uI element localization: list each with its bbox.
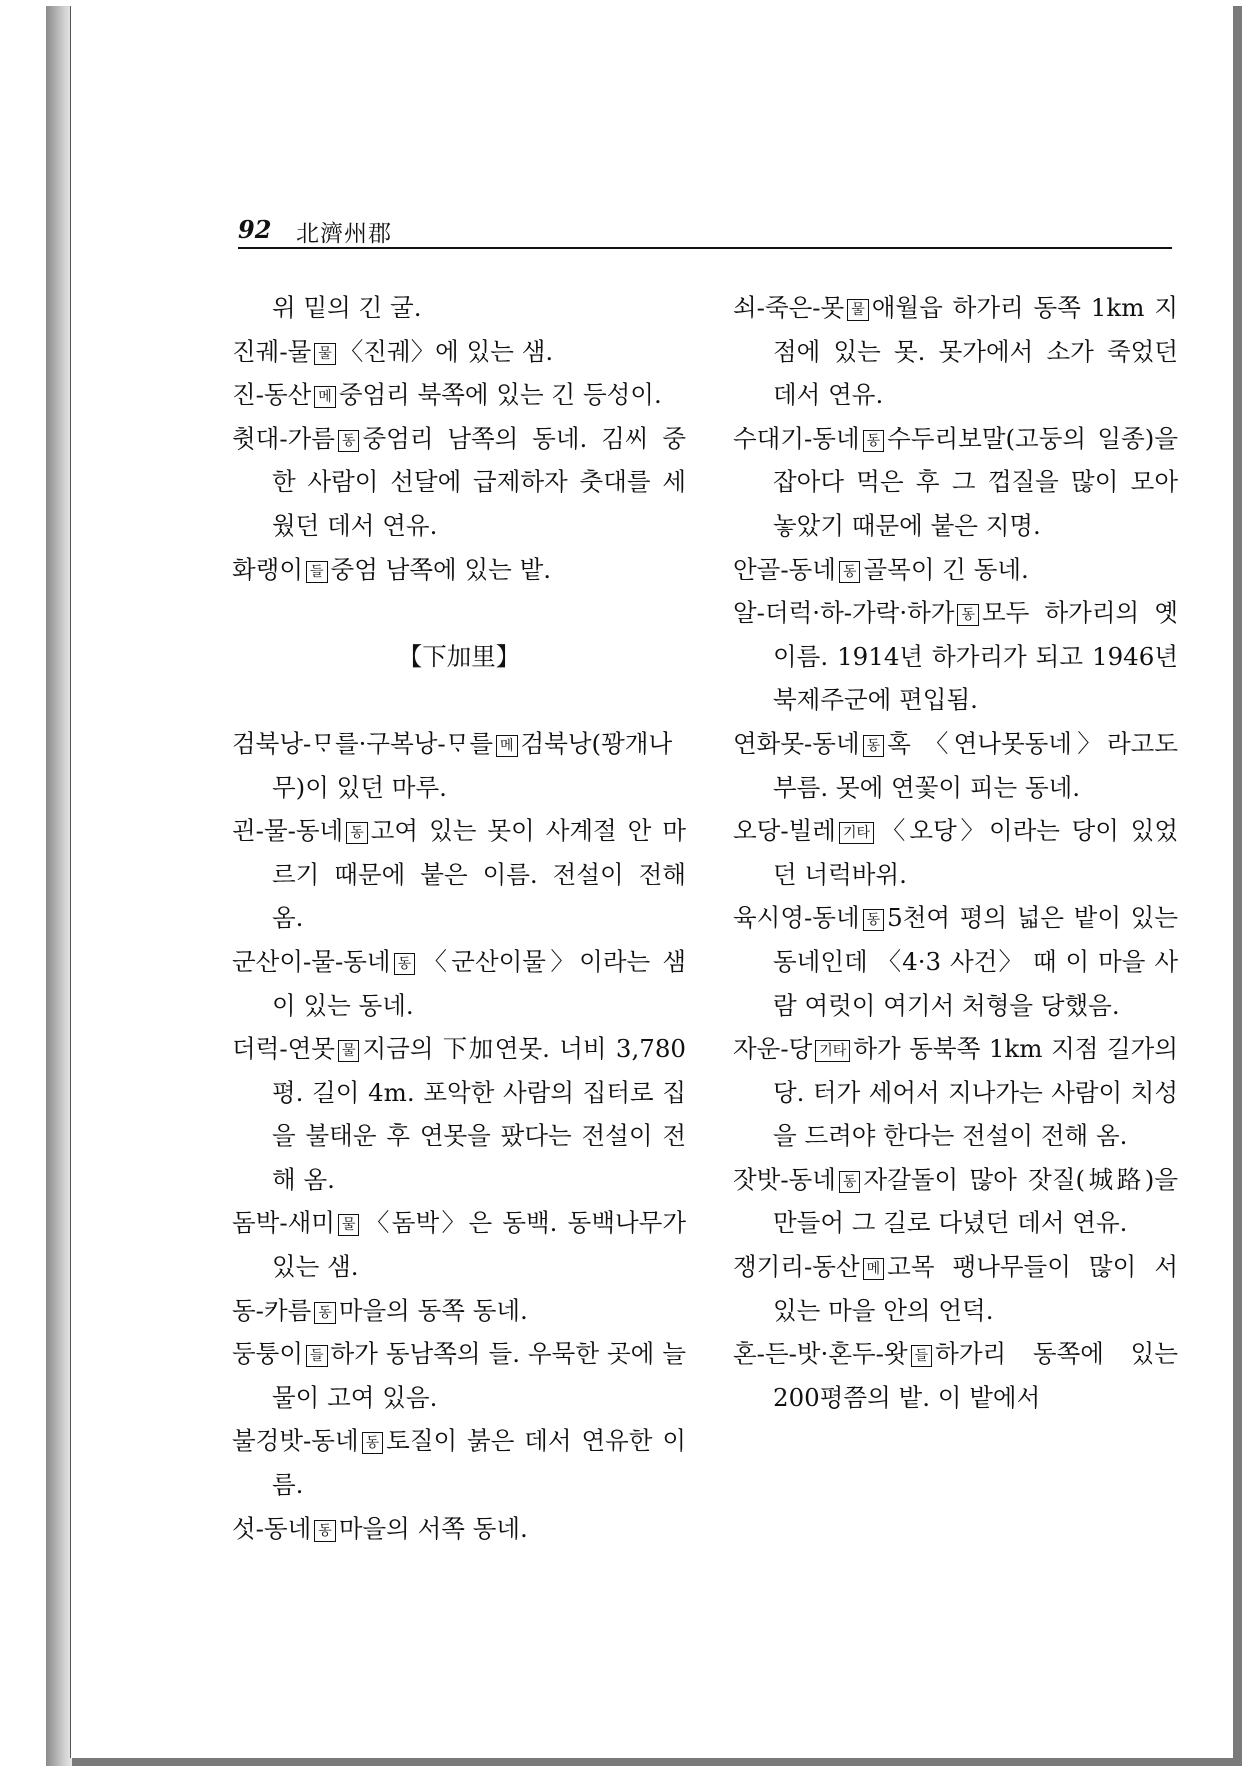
entry-headword: 연화못-동네: [733, 728, 860, 758]
category-badge: 동: [957, 604, 979, 626]
entry-headword: 잣밧-동네: [733, 1164, 836, 1194]
entry-headword: 안골-동네: [733, 554, 836, 584]
entry-text: 골목이 긴 동네.: [863, 554, 1029, 584]
entry-text: 〈오당〉이라는 당이 있었던 너럭바위.: [773, 816, 1178, 889]
entry-text: 하가리 동쪽에 있는 200평쯤의 밭. 이 밭에서: [773, 1339, 1178, 1412]
category-badge: 메: [863, 1258, 885, 1280]
entry: [733, 809, 1178, 896]
category-badge: 동: [839, 1171, 861, 1193]
entry: [733, 1027, 1178, 1158]
category-badge: 기타: [815, 1040, 850, 1062]
category-badge: 동: [839, 561, 861, 583]
entry-text: 중엄리 남쪽의 동네. 김씨 중 한 사람이 선달에 급제하자 춧대를 세웠던 데서 연유.: [272, 423, 686, 540]
entry: [232, 722, 686, 809]
category-badge: 동: [338, 430, 360, 452]
category-badge: 물: [314, 343, 336, 365]
category-badge: 동: [394, 953, 416, 975]
category-badge: 들: [911, 1345, 933, 1367]
entry-headword: 진궤-물: [232, 336, 312, 366]
entry-text: 〈돔박〉은 동백. 동백나무가 있는 샘.: [272, 1208, 686, 1282]
entry-headword: 불겅밧-동네: [232, 1426, 359, 1456]
entry: [232, 417, 686, 548]
entry: [232, 286, 686, 330]
entry: [232, 330, 686, 374]
entry: [733, 591, 1178, 722]
entry-headword: 알-더럭·하-가락·하가: [733, 598, 955, 628]
entry-text: 수두리보말(고둥의 일종)을 잡아다 먹은 후 그 껍질을 많이 모아 놓았기 때문에 붙은 지명.: [773, 423, 1178, 540]
entry-headword: 육시영-동네: [733, 903, 860, 933]
entry-text: 하가 동남쪽의 들. 우묵한 곳에 늘 물이 고여 있음.: [272, 1339, 686, 1412]
entry-headword: 섯-동네: [232, 1513, 312, 1543]
category-badge: 동: [314, 1302, 336, 1324]
category-badge: 동: [863, 735, 885, 757]
running-title: 北濟州郡: [296, 221, 392, 247]
page-number: 92: [238, 215, 272, 244]
category-badge: 들: [306, 1345, 328, 1367]
category-badge: 물: [338, 1214, 360, 1236]
category-badge: 메: [314, 386, 336, 408]
entry: [733, 1245, 1178, 1332]
entry: [733, 1158, 1178, 1245]
entry-text: 고여 있는 못이 사계절 안 마르기 때문에 붙은 이름. 전설이 전해 옴.: [272, 816, 686, 933]
entry-headword: 수대기-동네: [733, 423, 860, 453]
entry-headword: 검북낭-ᄆᆞ를·구복낭-ᄆᆞ를: [232, 728, 494, 758]
entry: [232, 940, 686, 1027]
entry-text: 중엄리 북쪽에 있는 긴 등성이.: [338, 380, 662, 410]
entry-headword: 쇠-죽은-못: [733, 293, 845, 322]
entry-headword: 자운-당: [733, 1034, 813, 1064]
entry-headword: 둥퉁이: [232, 1339, 304, 1369]
entry-text: 애월읍 하가리 동쪽 1km 지점에 있는 못. 못가에서 소가 죽었던 데서 연유.: [773, 293, 1178, 410]
entry: [232, 548, 686, 592]
entry-headword: 진-동산: [232, 380, 312, 410]
entry: [733, 722, 1178, 809]
entry: [733, 417, 1178, 548]
entry-text: 5천여 평의 넓은 밭이 있는 동네인데 〈4·3 사건〉 때 이 마을 사람 여럿이 여기서 처형을 당했음.: [773, 903, 1178, 1020]
entry-text: 위 밑의 긴 굴.: [272, 293, 422, 322]
right-column: [733, 286, 1178, 1419]
entry-headword: 괸-물-동네: [232, 816, 344, 846]
entry-text: 자갈돌이 많아 잣질(城路)을 만들어 그 길로 다녔던 데서 연유.: [773, 1164, 1178, 1238]
entry: [733, 1332, 1178, 1419]
entry: [232, 1419, 686, 1506]
entry-headword: 동-카름: [232, 1295, 312, 1325]
page-header: [238, 215, 1172, 249]
category-badge: 물: [338, 1040, 360, 1062]
entry-text: 〈군산이물〉이라는 샘이 있는 동네.: [272, 946, 686, 1020]
category-badge: 기타: [839, 822, 874, 844]
entry-text: 토질이 붉은 데서 연유한 이름.: [272, 1426, 686, 1500]
entry: [232, 1332, 686, 1419]
entry-text: 중엄 남쪽에 있는 밭.: [330, 554, 552, 584]
entry-text: 마을의 동쪽 동네.: [338, 1295, 528, 1325]
blank-line: [232, 678, 686, 722]
entry-headword: 돔박-새미: [232, 1208, 335, 1238]
entry: [232, 1201, 686, 1288]
entry-headword: 더럭-연못: [232, 1034, 335, 1064]
section-heading: 【下加里】: [397, 641, 521, 671]
entry-headword: 화랭이: [232, 554, 304, 584]
entry: [232, 1507, 686, 1551]
entry-text: 검북낭(꽝개나무)이 있던 마루.: [272, 728, 673, 802]
category-badge: 동: [346, 822, 368, 844]
entry-text: 하가 동북쪽 1km 지점 길가의 당. 터가 세어서 지나가는 사람이 치성을 드려야 한다는 전설이 전해 옴.: [773, 1034, 1178, 1151]
blank-line: [232, 591, 686, 635]
page-edge: [46, 6, 72, 1766]
entry: [232, 1027, 686, 1201]
entry-headword: 오당-빌레: [733, 816, 836, 846]
entry-text: 〈진궤〉에 있는 샘.: [338, 336, 554, 366]
entry: [733, 286, 1178, 417]
entry-headword: 쟁기리-동산: [733, 1252, 860, 1282]
entry: [232, 1289, 686, 1333]
left-column: [232, 286, 686, 1550]
entry-headword: 혼-든-밧·혼두-왓: [733, 1339, 908, 1369]
category-badge: 동: [362, 1432, 384, 1454]
category-badge: 물: [847, 299, 869, 321]
category-badge: 들: [306, 561, 328, 583]
entry-headword: 군산이-물-동네: [232, 946, 391, 976]
entry-headword: 췻대-가름: [232, 423, 335, 453]
entry: [232, 373, 686, 417]
entry-text: 마을의 서쪽 동네.: [338, 1513, 528, 1543]
entry-text: 모두 하가리의 옛이름. 1914년 하가리가 되고 1946년 북제주군에 편입됨.: [773, 598, 1178, 715]
entry: [232, 809, 686, 940]
category-badge: 동: [314, 1520, 336, 1542]
entry: [733, 896, 1178, 1027]
category-badge: 동: [863, 430, 885, 452]
category-badge: 동: [863, 909, 885, 931]
entry-text: 지금의 下加연못. 너비 3,780평. 길이 4m. 포악한 사람의 집터로 집을 불태운 후 연못을 팠다는 전설이 전해 옴.: [272, 1034, 686, 1194]
category-badge: 메: [496, 735, 518, 757]
entry: [733, 548, 1178, 592]
entry-text: 혹 〈연나못동네〉라고도 부름. 못에 연꽃이 피는 동네.: [773, 728, 1178, 802]
entry-text: 고목 팽나무들이 많이 서 있는 마을 안의 언덕.: [773, 1252, 1178, 1325]
